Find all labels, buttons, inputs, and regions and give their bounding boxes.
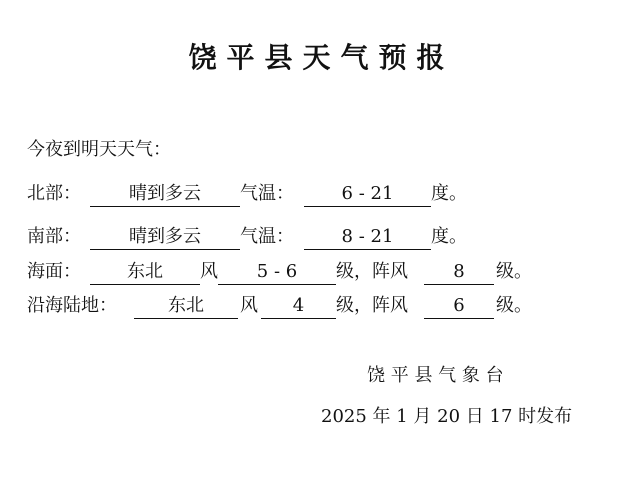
coast-gust-level: 6	[424, 293, 494, 319]
sea-gust-suffix: 级。	[496, 261, 532, 282]
south-weather-value: 晴到多云	[90, 224, 240, 250]
south-forecast-line	[27, 224, 487, 250]
south-temp-unit: 度。	[431, 226, 467, 247]
south-temp-value: 8 - 21	[304, 224, 431, 250]
sea-gust-level: 8	[424, 259, 494, 285]
south-label: 南部：	[27, 226, 81, 247]
north-weather-value: 晴到多云	[90, 181, 240, 207]
sea-wind-direction: 东北	[90, 259, 200, 285]
sea-wind-label: 风	[200, 261, 218, 282]
page-title: 饶平县天气预报	[188, 41, 455, 74]
north-temp-value: 6 - 21	[304, 181, 431, 207]
sea-gust-label: 级，阵风	[336, 261, 408, 282]
coast-gust-suffix: 级。	[496, 295, 532, 316]
coast-wind-direction: 东北	[134, 293, 238, 319]
intro-text: 今夜到明天天气：	[27, 139, 171, 160]
intro-line	[27, 137, 227, 163]
north-temp-label: 气温：	[240, 183, 294, 204]
issuing-agency: 饶 平 县 气 象 台	[367, 365, 504, 386]
north-label: 北部：	[27, 183, 81, 204]
north-temp-unit: 度。	[431, 183, 467, 204]
coast-forecast-line	[27, 293, 547, 319]
issue-time: 2025 年 1 月 20 日 17 时发布	[321, 406, 573, 427]
coast-gust-label: 级，阵风	[336, 295, 408, 316]
coast-label: 沿海陆地：	[27, 295, 117, 316]
coast-wind-level: 4	[261, 293, 336, 319]
sea-forecast-line	[27, 259, 547, 285]
coast-wind-label: 风	[240, 295, 258, 316]
south-temp-label: 气温：	[240, 226, 294, 247]
sea-label: 海面：	[27, 261, 81, 282]
sea-wind-level: 5 - 6	[218, 259, 336, 285]
north-forecast-line	[27, 181, 487, 207]
